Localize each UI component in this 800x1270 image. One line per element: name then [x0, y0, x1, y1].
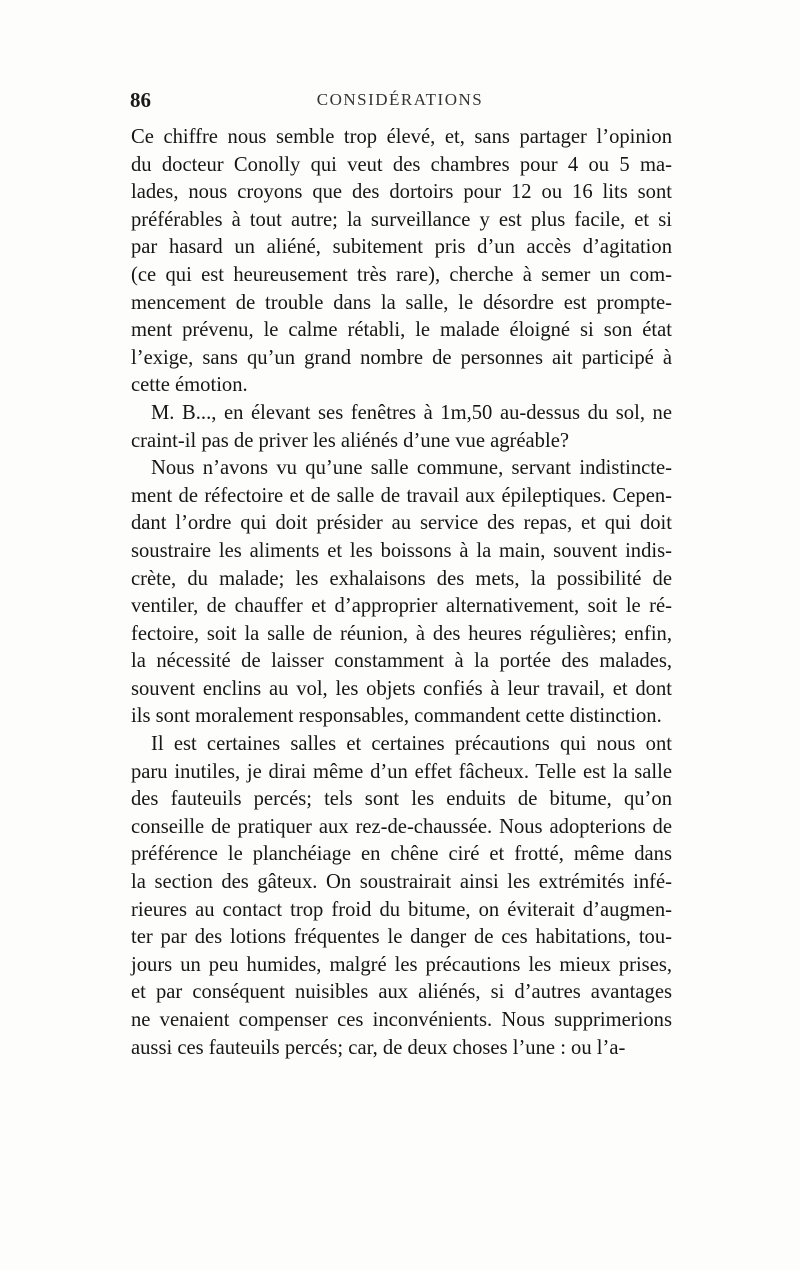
text-line: préférables à tout autre; la surveillance y est plus facile, et si	[131, 208, 672, 231]
text-line: fectoire, soit la salle de réunion, à des heures régulières; enfin,	[131, 622, 672, 645]
text-line: (ce qui est heureusement très rare), cherche à semer un com-	[131, 263, 672, 286]
text-line: dant l’ordre qui doit présider au service des repas, et qui doit	[131, 512, 672, 535]
paragraph	[131, 731, 672, 1062]
text-line: paru inutiles, je dirai même d’un effet fâcheux. Telle est la salle	[131, 760, 672, 783]
text-line: aussi ces fauteuils percés; car, de deux choses l’une : ou l’a-	[131, 1036, 626, 1059]
text-line: crète, du malade; les exhalaisons des mets, la possibilité de	[131, 567, 672, 590]
text-line: ne venaient compenser ces inconvénients. Nous supprimerions	[131, 1009, 672, 1031]
text-line: Nous n’avons vu qu’une salle commune, servant indistincte-	[151, 457, 672, 480]
paragraph	[131, 400, 672, 455]
text-line: lades, nous croyons que des dortoirs pour 12 ou 16 lits sont	[131, 181, 672, 204]
text-line: la section des gâteux. On soustrairait ainsi les extrémités infé-	[131, 871, 672, 894]
paragraph	[131, 455, 672, 731]
text-line: l’exige, sans qu’un grand nombre de personnes ait participé à	[131, 346, 672, 369]
text-line: des fauteuils percés; tels sont les enduits de bitume, qu’on	[131, 788, 672, 811]
text-line: jours un peu humides, malgré les précautions les mieux prises,	[131, 953, 672, 976]
text-line: ils sont moralement responsables, commandent cette distinction.	[131, 705, 662, 728]
page-header	[130, 88, 670, 118]
text-line: mencement de trouble dans la salle, le désordre est prompte-	[131, 291, 672, 314]
text-line: la nécessité de laisser constamment à la portée des malades,	[131, 650, 672, 673]
text-line: ment de réfectoire et de salle de travail aux épileptiques. Cepen-	[131, 484, 672, 507]
text-line: rieures au contact trop froid du bitume, on éviterait d’augmen-	[131, 898, 672, 921]
text-line: craint-il pas de priver les aliénés d’une vue agréable?	[131, 429, 569, 452]
text-line: par hasard un aliéné, subitement pris d’un accès d’agitation	[131, 236, 672, 259]
text-line: M. B..., en élevant ses fenêtres à 1m,50 au-dessus du sol, ne	[151, 401, 672, 424]
text-line: du docteur Conolly qui veut des chambres pour 4 ou 5 ma-	[131, 153, 672, 176]
text-line: souvent enclins au vol, les objets confiés à leur travail, et dont	[131, 677, 672, 700]
text-line: soustraire les aliments et les boissons à la main, souvent indis-	[131, 539, 672, 562]
paragraph	[131, 124, 672, 400]
text-line: conseille de pratiquer aux rez-de-chaussée. Nous adopterions de	[131, 815, 672, 838]
text-line: Ce chiffre nous semble trop élevé, et, sans partager l’opinion	[131, 126, 672, 148]
text-line: ter par des lotions fréquentes le danger de ces habitations, tou-	[131, 926, 672, 949]
text-line: Il est certaines salles et certaines précautions qui nous ont	[151, 733, 672, 756]
text-line: et par conséquent nuisibles aux aliénés, si d’autres avantages	[131, 981, 672, 1004]
page-number: 86	[130, 88, 151, 112]
text-line: préférence le planchéiage en chêne ciré et frotté, même dans	[131, 843, 672, 866]
text-line: ventiler, de chauffer et d’approprier alternativement, soit le ré-	[131, 595, 672, 618]
body-text	[131, 124, 672, 1062]
text-line: ment prévenu, le calme rétabli, le malade éloigné si son état	[131, 319, 672, 342]
running-head: CONSIDÉRATIONS	[316, 90, 484, 109]
text-line: cette émotion.	[131, 374, 248, 397]
